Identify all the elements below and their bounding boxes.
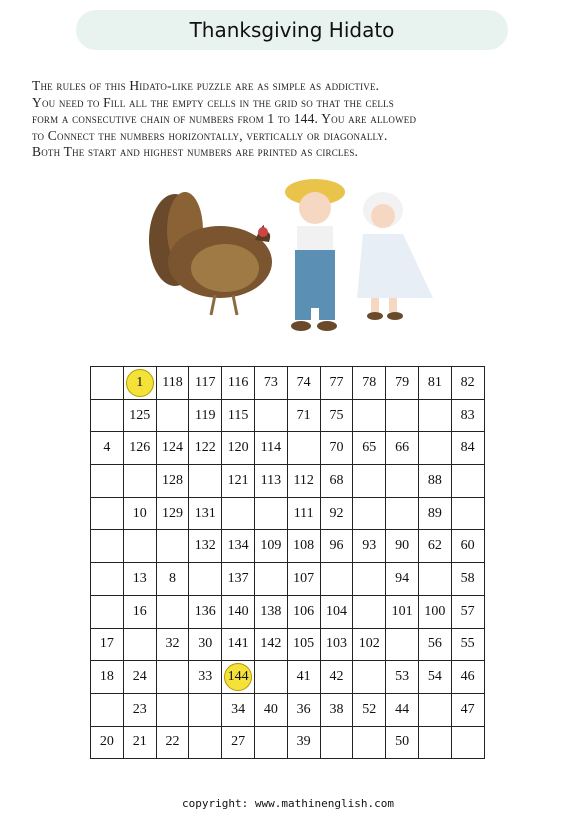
number-grid-cell: 118 [156,367,189,400]
number-grid-cell: 66 [386,432,419,465]
empty-grid-cell[interactable] [353,465,386,498]
grid-row [91,465,485,498]
number-grid-cell: 39 [287,726,320,759]
empty-grid-cell[interactable] [91,563,124,596]
empty-grid-cell[interactable] [320,726,353,759]
empty-grid-cell[interactable] [451,465,484,498]
number-grid-cell: 128 [156,465,189,498]
empty-grid-cell[interactable] [353,661,386,694]
empty-grid-cell[interactable] [91,595,124,628]
rules-line: You need to Fill all the empty cells in the grid so that the cells [32,94,395,110]
number-grid-cell [222,661,255,694]
number-grid-cell: 70 [320,432,353,465]
number-grid-cell: 47 [451,693,484,726]
number-grid-cell: 52 [353,693,386,726]
number-grid-cell: 126 [123,432,156,465]
empty-grid-cell[interactable] [123,465,156,498]
number-grid-cell: 71 [287,399,320,432]
rules-line: form a consecutive chain of numbers from 1 to 144. You are allowed [32,111,417,126]
number-grid-cell: 112 [287,465,320,498]
empty-grid-cell[interactable] [123,530,156,563]
hidato-grid [90,366,485,759]
number-grid-cell: 81 [418,367,451,400]
number-grid-cell: 53 [386,661,419,694]
empty-grid-cell[interactable] [386,497,419,530]
rules-line: to Connect the numbers horizontally, vertically or diagonally. [32,127,388,143]
number-grid-cell: 44 [386,693,419,726]
number-grid-cell: 62 [418,530,451,563]
number-grid-cell: 54 [418,661,451,694]
empty-grid-cell[interactable] [353,563,386,596]
number-grid-cell: 32 [156,628,189,661]
number-grid-cell: 106 [287,595,320,628]
empty-grid-cell[interactable] [451,726,484,759]
empty-grid-cell[interactable] [418,399,451,432]
number-grid-cell: 140 [222,595,255,628]
empty-grid-cell[interactable] [156,693,189,726]
number-grid-cell: 23 [123,693,156,726]
turkey-image [149,192,272,315]
number-grid-cell: 55 [451,628,484,661]
number-grid-cell: 20 [91,726,124,759]
circled-number: 144 [224,663,252,691]
grid-row [91,595,485,628]
number-grid-cell: 96 [320,530,353,563]
number-grid-cell: 18 [91,661,124,694]
number-grid-cell: 125 [123,399,156,432]
number-grid-cell: 75 [320,399,353,432]
number-grid-cell: 141 [222,628,255,661]
grid-row [91,530,485,563]
circled-number: 1 [126,369,154,397]
number-grid-cell: 113 [254,465,287,498]
number-grid-cell: 56 [418,628,451,661]
number-grid-cell: 79 [386,367,419,400]
number-grid-cell: 16 [123,595,156,628]
empty-grid-cell[interactable] [222,497,255,530]
grid-row [91,399,485,432]
number-grid-cell: 77 [320,367,353,400]
number-grid-cell: 41 [287,661,320,694]
empty-grid-cell[interactable] [123,628,156,661]
empty-grid-cell[interactable] [91,465,124,498]
empty-grid-cell[interactable] [254,661,287,694]
number-grid-cell: 88 [418,465,451,498]
number-grid-cell: 74 [287,367,320,400]
empty-grid-cell[interactable] [189,726,222,759]
number-grid-cell: 83 [451,399,484,432]
number-grid-cell: 36 [287,693,320,726]
number-grid-cell: 131 [189,497,222,530]
number-grid-cell: 58 [451,563,484,596]
empty-grid-cell[interactable] [353,726,386,759]
empty-grid-cell[interactable] [320,563,353,596]
number-grid-cell: 122 [189,432,222,465]
number-grid-cell: 4 [91,432,124,465]
number-grid-cell: 46 [451,661,484,694]
empty-grid-cell[interactable] [353,497,386,530]
empty-grid-cell[interactable] [91,399,124,432]
number-grid-cell: 57 [451,595,484,628]
number-grid-cell: 124 [156,432,189,465]
number-grid-cell: 10 [123,497,156,530]
number-grid-cell: 136 [189,595,222,628]
number-grid-cell: 138 [254,595,287,628]
number-grid-cell: 22 [156,726,189,759]
grid-row [91,563,485,596]
rules-text [32,78,552,161]
empty-grid-cell[interactable] [386,465,419,498]
rules-line: Both The start and highest numbers are printed as circles. [32,144,359,159]
empty-grid-cell[interactable] [156,530,189,563]
number-grid-cell: 142 [254,628,287,661]
grid-row [91,497,485,530]
empty-grid-cell[interactable] [353,595,386,628]
number-grid-cell: 109 [254,530,287,563]
number-grid-cell: 84 [451,432,484,465]
grid-row [91,726,485,759]
number-grid-cell: 73 [254,367,287,400]
number-grid-cell: 119 [189,399,222,432]
copyright-footer: copyright: www.mathinenglish.com [182,797,394,810]
empty-grid-cell[interactable] [254,563,287,596]
number-grid-cell: 50 [386,726,419,759]
number-grid-cell: 21 [123,726,156,759]
number-grid-cell: 60 [451,530,484,563]
number-grid-cell: 132 [189,530,222,563]
number-grid-cell: 116 [222,367,255,400]
grid-row [91,628,485,661]
empty-grid-cell[interactable] [91,367,124,400]
thanksgiving-illustration [145,170,445,340]
number-grid-cell: 13 [123,563,156,596]
empty-grid-cell[interactable] [418,432,451,465]
empty-grid-cell[interactable] [189,465,222,498]
page-title: Thanksgiving Hidato [189,18,395,42]
boy-image [285,179,345,331]
empty-grid-cell[interactable] [254,497,287,530]
number-grid-cell: 93 [353,530,386,563]
number-grid-cell: 33 [189,661,222,694]
number-grid-cell: 30 [189,628,222,661]
empty-grid-cell[interactable] [418,693,451,726]
number-grid-cell: 104 [320,595,353,628]
number-grid-cell: 108 [287,530,320,563]
number-grid-cell: 137 [222,563,255,596]
number-grid-cell: 111 [287,497,320,530]
empty-grid-cell[interactable] [254,399,287,432]
number-grid-cell: 38 [320,693,353,726]
number-grid-cell: 100 [418,595,451,628]
number-grid-cell: 134 [222,530,255,563]
number-grid-cell: 65 [353,432,386,465]
empty-grid-cell[interactable] [287,432,320,465]
number-grid-cell: 8 [156,563,189,596]
empty-grid-cell[interactable] [386,628,419,661]
empty-grid-cell[interactable] [156,595,189,628]
empty-grid-cell[interactable] [254,726,287,759]
title-banner [76,10,508,50]
number-grid-cell: 40 [254,693,287,726]
number-grid-cell: 78 [353,367,386,400]
number-grid-cell: 102 [353,628,386,661]
empty-grid-cell[interactable] [353,399,386,432]
empty-grid-cell[interactable] [156,661,189,694]
number-grid-cell: 117 [189,367,222,400]
number-grid-cell: 120 [222,432,255,465]
empty-grid-cell[interactable] [189,693,222,726]
number-grid-cell [123,367,156,400]
number-grid-cell: 82 [451,367,484,400]
empty-grid-cell[interactable] [91,530,124,563]
empty-grid-cell[interactable] [91,693,124,726]
grid-row [91,661,485,694]
rules-line: The rules of this Hidato-like puzzle are as simple as addictive. [32,78,380,93]
grid-row [91,693,485,726]
number-grid-cell: 103 [320,628,353,661]
girl-image [357,192,433,320]
grid-row [91,367,485,400]
number-grid-cell: 24 [123,661,156,694]
number-grid-cell: 115 [222,399,255,432]
empty-grid-cell[interactable] [418,563,451,596]
empty-grid-cell[interactable] [189,563,222,596]
grid-row [91,432,485,465]
number-grid-cell: 27 [222,726,255,759]
number-grid-cell: 17 [91,628,124,661]
empty-grid-cell[interactable] [418,726,451,759]
number-grid-cell: 121 [222,465,255,498]
number-grid-cell: 42 [320,661,353,694]
number-grid-cell: 68 [320,465,353,498]
number-grid-cell: 114 [254,432,287,465]
number-grid-cell: 105 [287,628,320,661]
empty-grid-cell[interactable] [451,497,484,530]
empty-grid-cell[interactable] [386,399,419,432]
number-grid-cell: 129 [156,497,189,530]
number-grid-cell: 92 [320,497,353,530]
number-grid-cell: 34 [222,693,255,726]
number-grid-cell: 89 [418,497,451,530]
number-grid-cell: 107 [287,563,320,596]
number-grid-cell: 94 [386,563,419,596]
empty-grid-cell[interactable] [91,497,124,530]
empty-grid-cell[interactable] [156,399,189,432]
number-grid-cell: 90 [386,530,419,563]
number-grid-cell: 101 [386,595,419,628]
